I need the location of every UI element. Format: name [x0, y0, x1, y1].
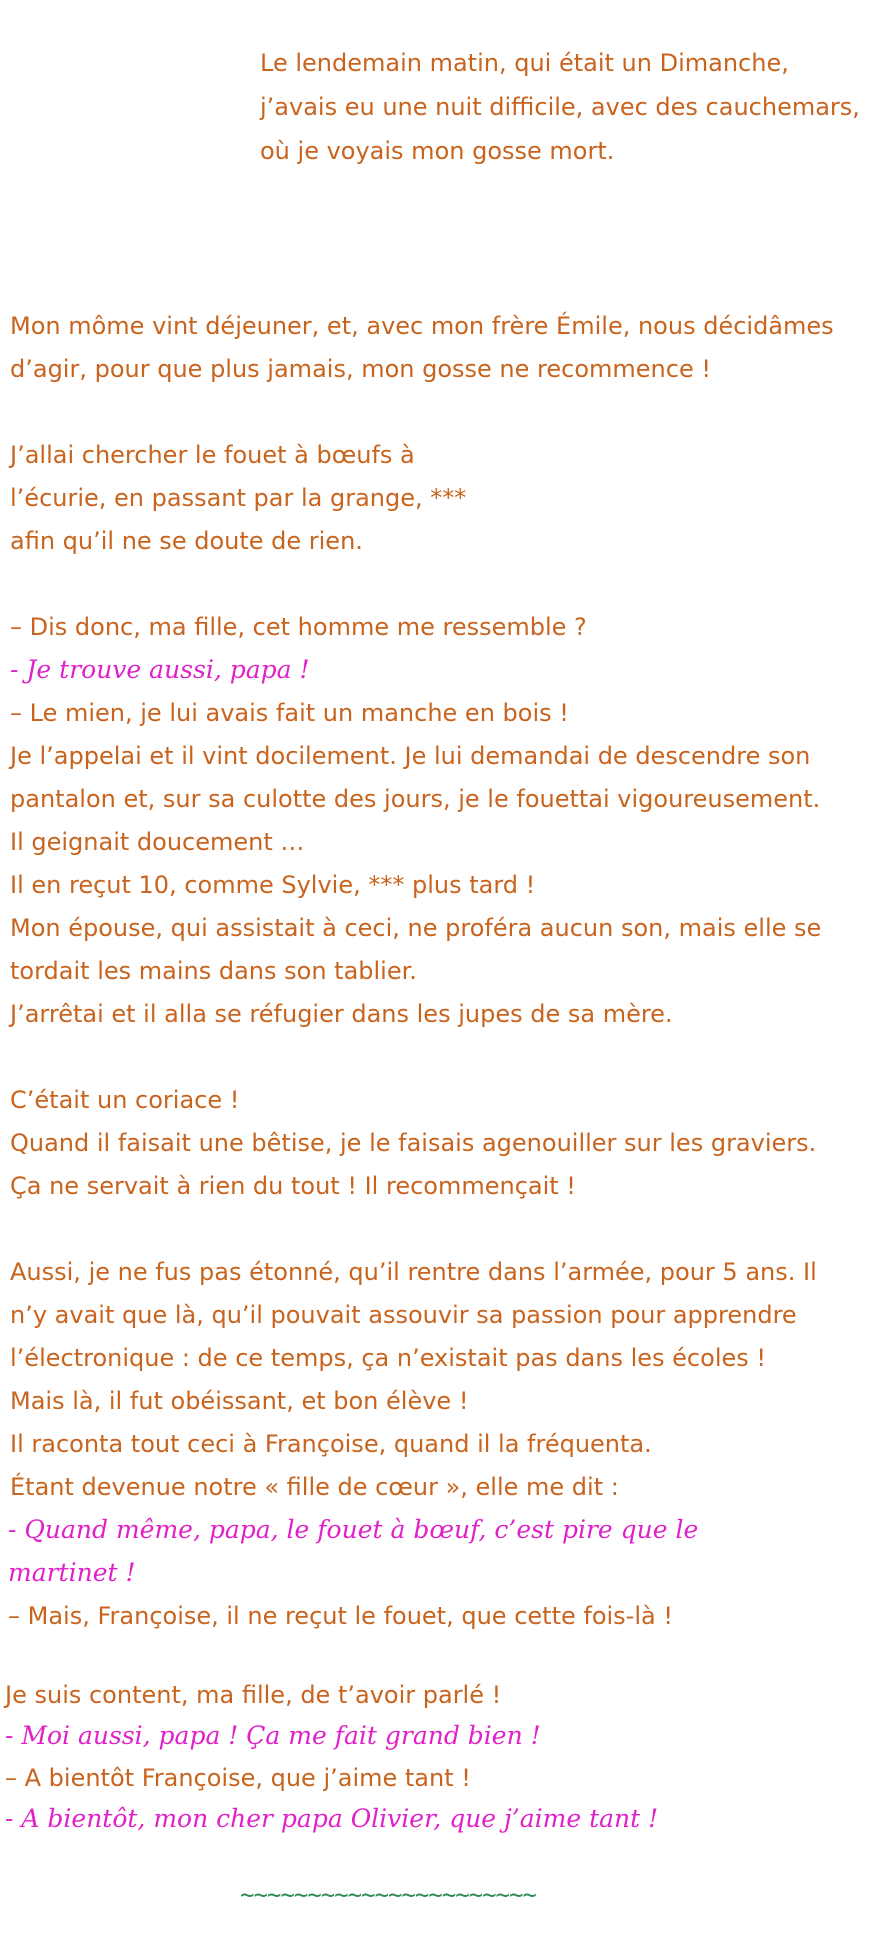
text-line: – A bientôt Françoise, que j’aime tant !: [5, 1764, 471, 1792]
intro-line: Le lendemain matin, qui était un Dimanche,: [260, 49, 789, 77]
text-line: pantalon et, sur sa culotte des jours, je le fouettai vigoureusement.: [10, 785, 821, 813]
text-line: Étant devenue notre « fille de cœur », elle me dit :: [10, 1473, 619, 1501]
text-line: – Dis donc, ma fille, cet homme me ressemble ?: [10, 613, 587, 641]
text-line: Il raconta tout ceci à Françoise, quand il la fréquenta.: [10, 1430, 652, 1458]
text-line: Il en reçut 10, comme Sylvie, *** plus tard !: [10, 871, 536, 899]
text-line: Mon épouse, qui assistait à ceci, ne proféra aucun son, mais elle se: [10, 914, 822, 942]
text-line: n’y avait que là, qu’il pouvait assouvir sa passion pour apprendre: [10, 1301, 797, 1329]
dialogue-line: - Moi aussi, papa ! Ça me fait grand bien !: [5, 1721, 541, 1750]
separator-line: ~~~~~~~~~~~~~~~~~~~~~~: [240, 1881, 536, 1909]
dialogue-line: - Quand même, papa, le fouet à bœuf, c’est pire que le: [8, 1515, 699, 1544]
text-line: Mon môme vint déjeuner, et, avec mon frère Émile, nous décidâmes: [10, 312, 834, 340]
text-line: Il geignait doucement …: [10, 828, 305, 856]
text-line: J’allai chercher le fouet à bœufs à: [10, 441, 415, 469]
dialogue-line: martinet !: [8, 1558, 136, 1587]
text-line: Mais là, il fut obéissant, et bon élève !: [10, 1387, 469, 1415]
intro-line: j’avais eu une nuit difficile, avec des cauchemars,: [260, 93, 860, 121]
text-line: J’arrêtai et il alla se réfugier dans les jupes de sa mère.: [10, 1000, 673, 1028]
dialogue-line: - A bientôt, mon cher papa Olivier, que j’aime tant !: [5, 1804, 659, 1833]
intro-line: où je voyais mon gosse mort.: [260, 137, 615, 165]
dialogue-line: - Je trouve aussi, papa !: [10, 655, 310, 684]
text-line: Je suis content, ma fille, de t’avoir parlé !: [5, 1681, 502, 1709]
text-line: d’agir, pour que plus jamais, mon gosse ne recommence !: [10, 355, 711, 383]
text-line: C’était un coriace !: [10, 1086, 240, 1114]
text-line: l’écurie, en passant par la grange, ***: [10, 484, 467, 512]
text-line: Ça ne servait à rien du tout ! Il recommençait !: [10, 1172, 576, 1200]
text-line: Je l’appelai et il vint docilement. Je lui demandai de descendre son: [10, 742, 811, 770]
text-line: Quand il faisait une bêtise, je le faisais agenouiller sur les graviers.: [10, 1129, 817, 1157]
text-line: – Le mien, je lui avais fait un manche en bois !: [10, 699, 569, 727]
text-line: Aussi, je ne fus pas étonné, qu’il rentre dans l’armée, pour 5 ans. Il: [10, 1258, 817, 1286]
text-line: – Mais, Françoise, il ne reçut le fouet, que cette fois-là !: [8, 1602, 673, 1630]
text-line: tordait les mains dans son tablier.: [10, 957, 417, 985]
text-line: afin qu’il ne se doute de rien.: [10, 527, 363, 555]
text-line: l’électronique : de ce temps, ça n’existait pas dans les écoles !: [10, 1344, 766, 1372]
